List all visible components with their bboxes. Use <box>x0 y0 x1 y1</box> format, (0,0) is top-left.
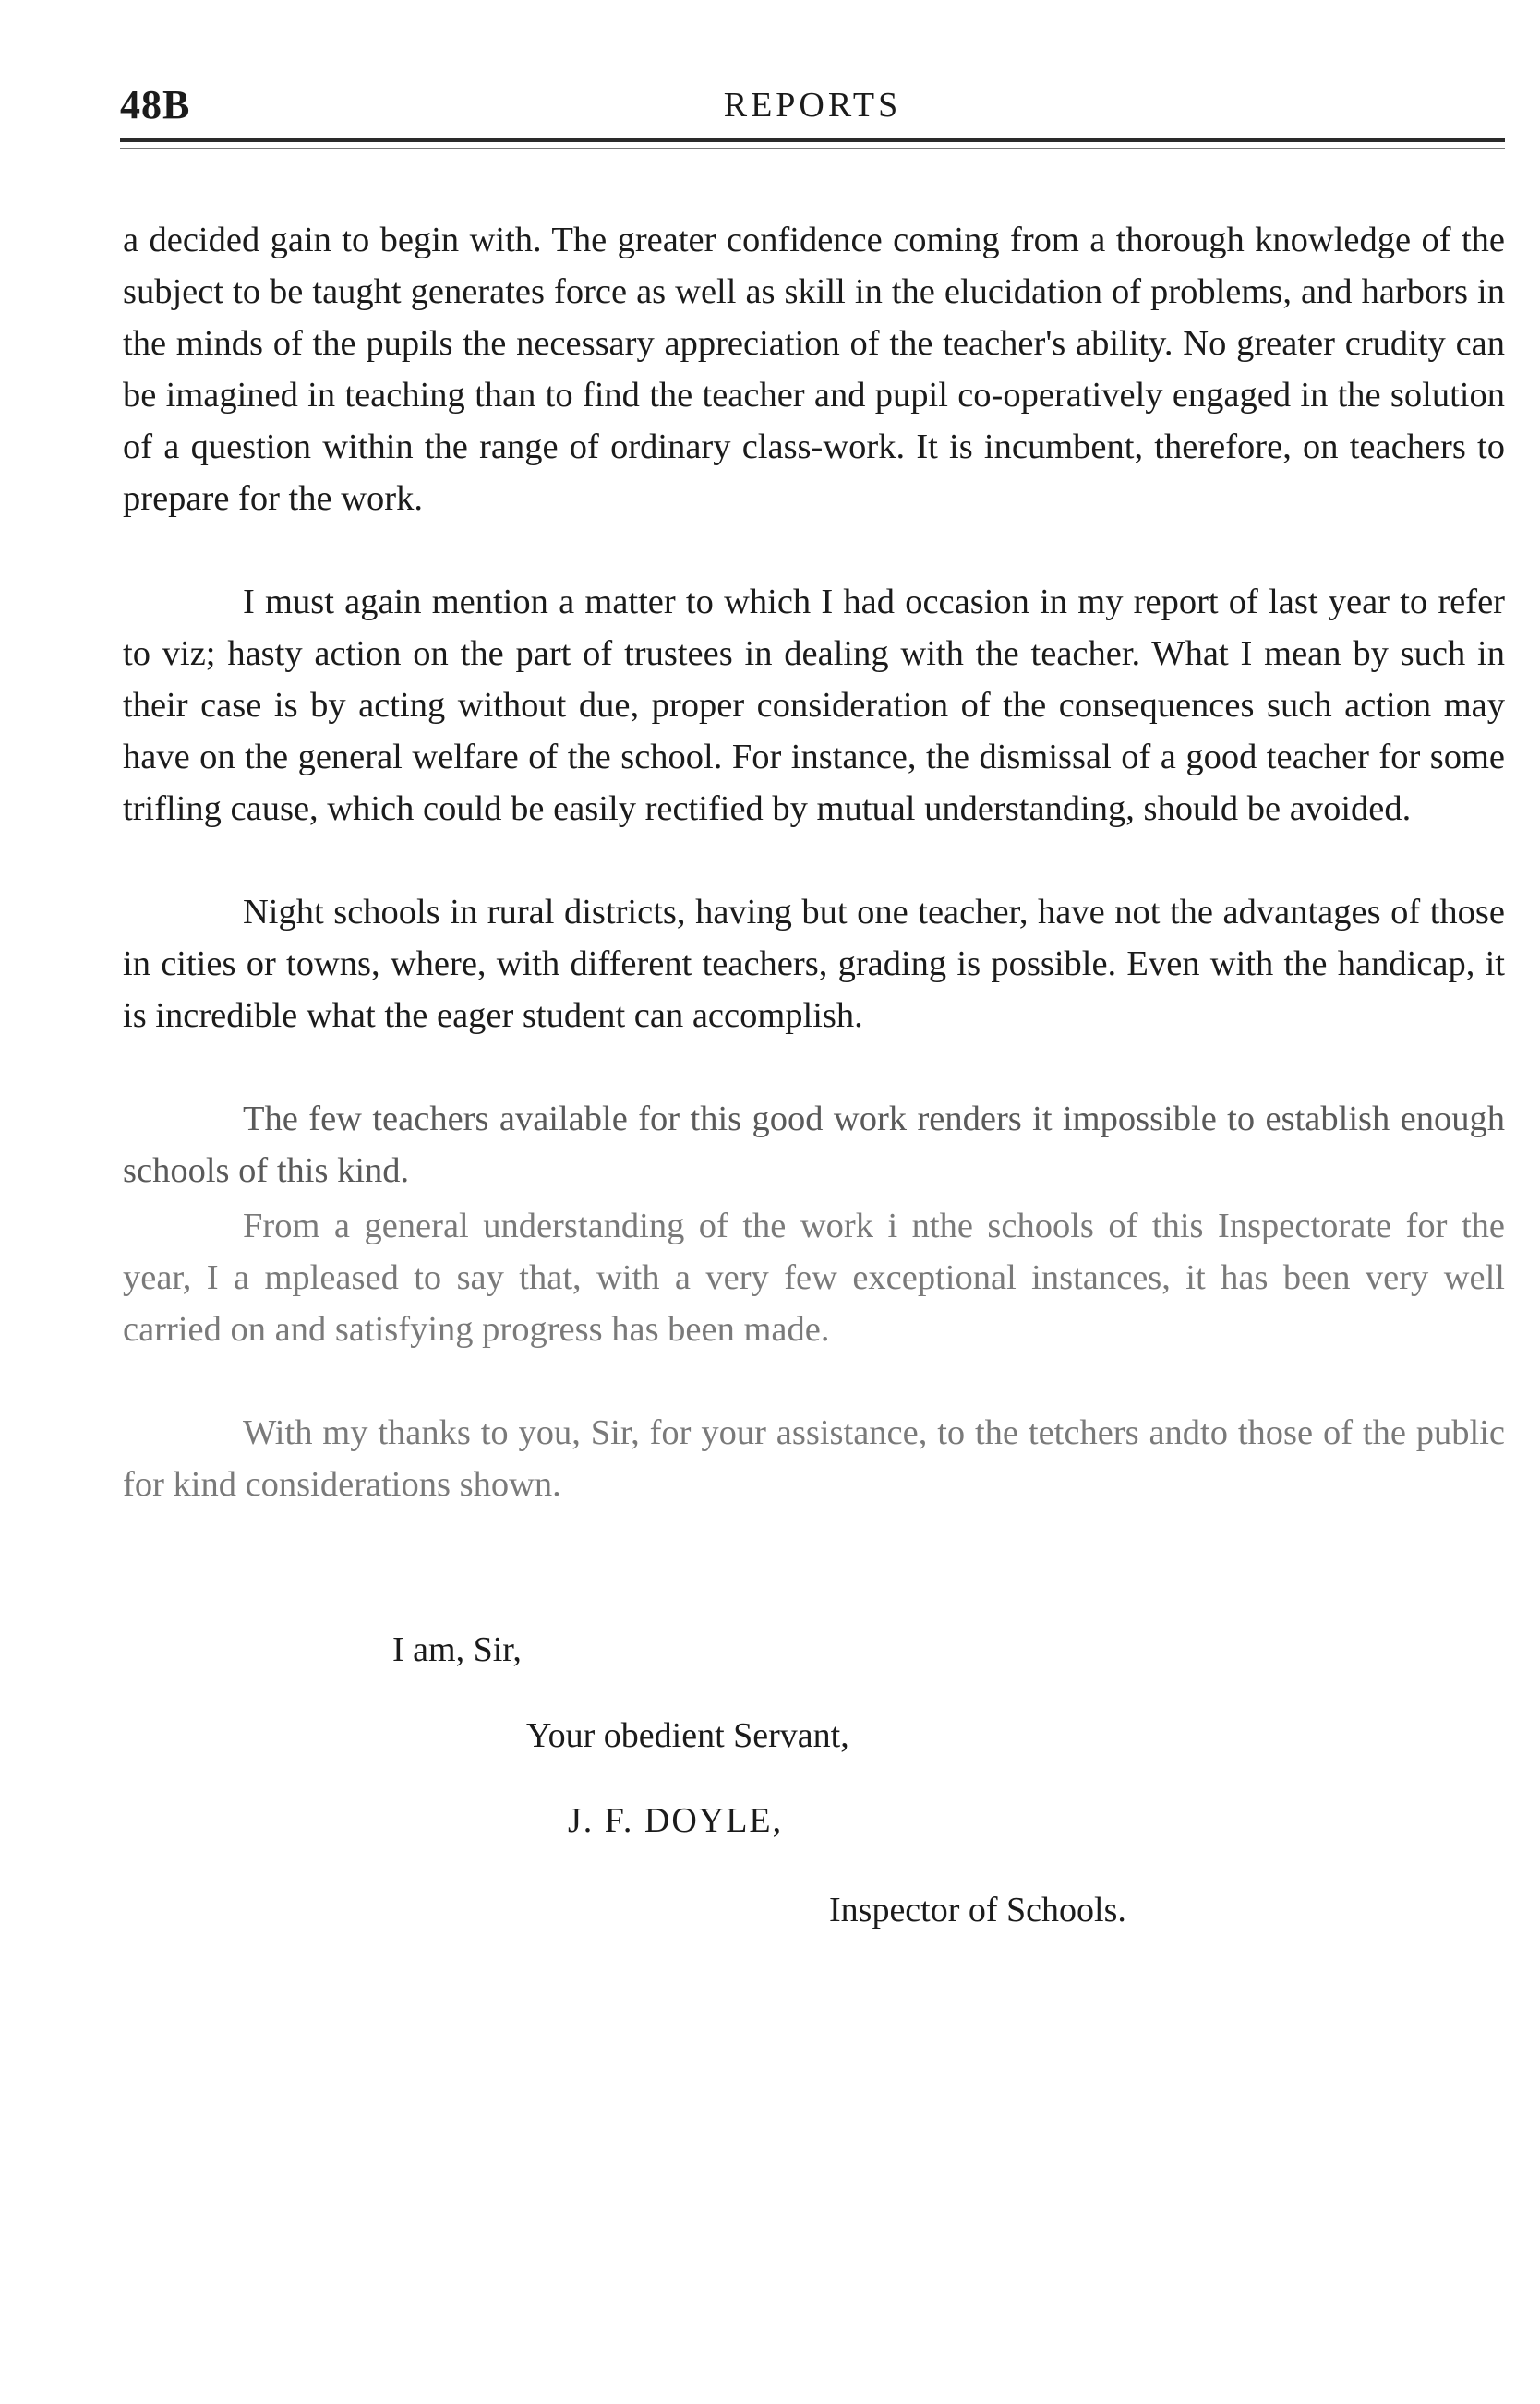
page-number: 48B <box>120 82 191 127</box>
paragraph-few-teachers: The few teachers available for this good work renders it impossible to establish enough schools of this kind. <box>123 1100 1505 1190</box>
closing-servant: Your obedient Servant, <box>526 1716 849 1755</box>
salutation: I am, Sir, <box>392 1630 522 1669</box>
signatory-name: J. F. DOYLE, <box>568 1801 784 1840</box>
paragraph-thanks: With my thanks to you, Sir, for your assistance, to the tetchers andto those of the public for kind considerations shown. <box>123 1413 1505 1504</box>
header-rule <box>120 138 1505 142</box>
report-body <box>123 214 1505 1562</box>
header-rule-thin <box>120 148 1505 149</box>
page-header <box>120 81 1505 137</box>
running-title: REPORTS <box>723 86 902 125</box>
signatory-title: Inspector of Schools. <box>829 1891 1126 1929</box>
paragraph-night-schools: Night schools in rural districts, having but one teacher, have not the advantages of those in cities or towns, where, with different teachers, grading is possible. Even with the handicap, it is incredible what the eager student can accomplish. <box>123 893 1505 1035</box>
paragraph-general-understanding: From a general understanding of the work i nthe schools of this Inspectorate for the year, I a mpleased to say that, with a very few exceptional instances, it has been very well carried on and satisfying progress has been made. <box>123 1207 1505 1349</box>
paragraph-teacher-preparation: a decided gain to begin with. The greater confidence coming from a thorough knowledge of the subject to be taught generates force as well as skill in the elucidation of problems, and harbors in the minds of the pupils the necessary appreciation of the teacher's ability. No greater crudity can be imagined in teaching than to find the teacher and pupil co-operatively engaged in the solution of a question within the range of ordinary class-work. It is incumbent, therefore, on teachers to prepare for the work. <box>123 221 1505 518</box>
paragraph-trustees: I must again mention a matter to which I had occasion in my report of last year to refer to viz; hasty action on the part of trustees in dealing with the teacher. What I mean by such in their case is by acting without due, proper consideration of the consequences such action may have on the general welfare of the school. For instance, the dismissal of a good teacher for some trifling cause, which could be easily rectified by mutual understanding, should be avoided. <box>123 583 1505 828</box>
